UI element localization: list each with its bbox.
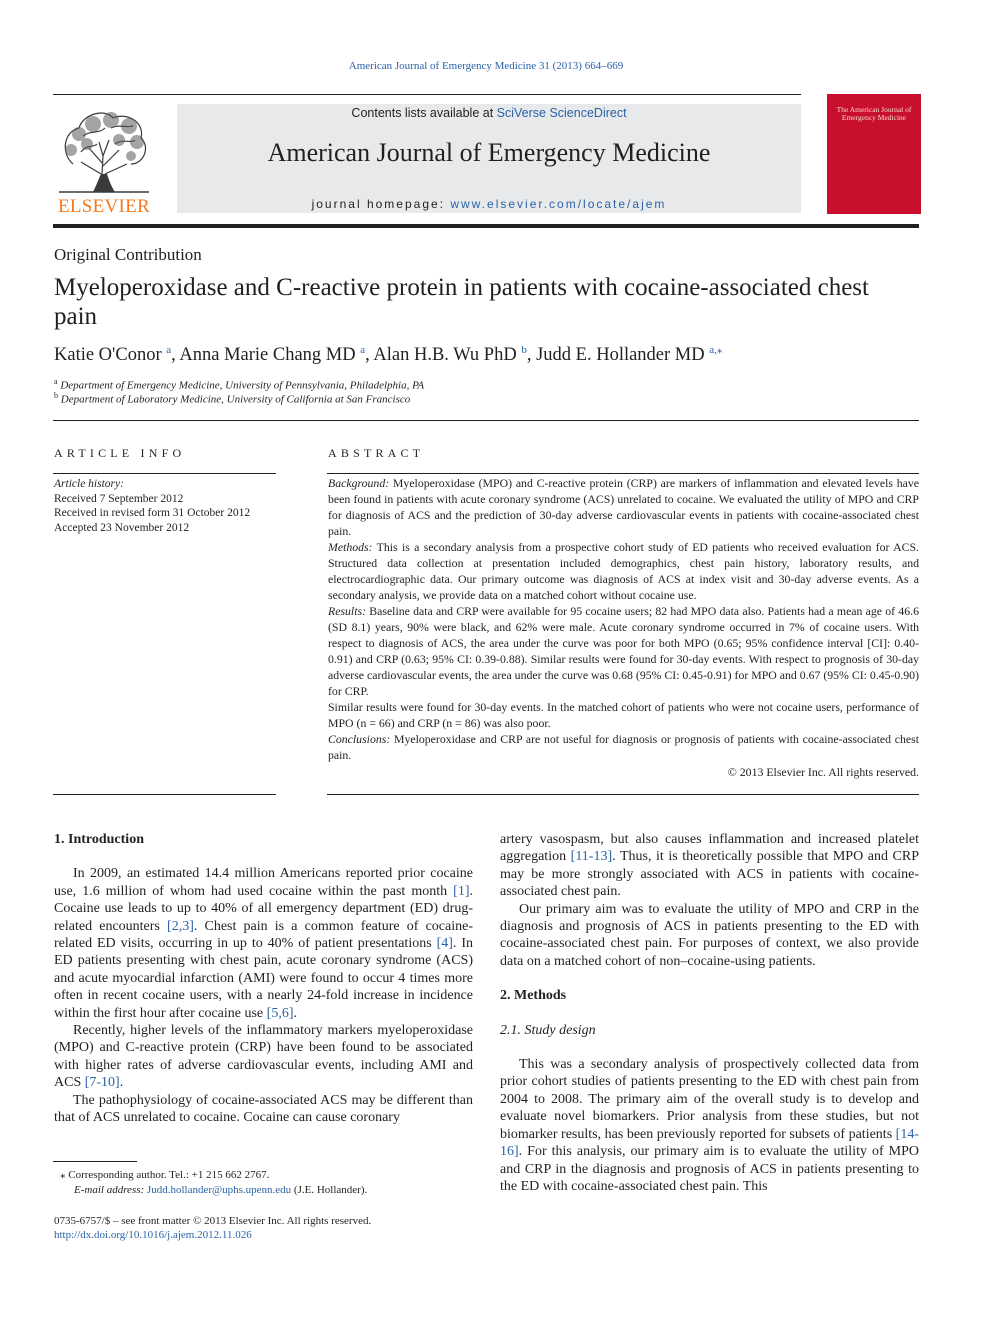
affiliation-text: Department of Emergency Medicine, University of Pennsylvania, Philadelphia, PA xyxy=(60,379,425,392)
accepted-date: Accepted 23 November 2012 xyxy=(54,521,190,534)
right-paragraph-1 xyxy=(500,831,919,901)
abstract-rule xyxy=(327,473,919,474)
abstract-methods xyxy=(328,539,919,603)
corresponding-text: Corresponding author. Tel.: +1 215 662 2767. xyxy=(68,1169,270,1181)
study-design-paragraph xyxy=(500,1056,919,1195)
conclusions-label: Conclusions: xyxy=(328,732,391,746)
author-name: Anna Marie Chang MD xyxy=(179,345,356,366)
corresponding-author-note xyxy=(60,1168,269,1183)
author-name: Alan H.B. Wu PhD xyxy=(373,345,517,366)
issn-line: 0735-6757/$ – see front matter © 2013 Elsevier Inc. All rights reserved. xyxy=(54,1215,372,1227)
article-info-heading: ARTICLE INFO xyxy=(54,446,186,460)
author-separator: , xyxy=(526,345,537,366)
contents-line xyxy=(177,106,801,120)
abstract-results xyxy=(328,603,919,699)
journal-title: American Journal of Emergency Medicine xyxy=(267,138,711,167)
conclusions-text: Myeloperoxidase and CRP are not useful for diagnosis or prognosis of patients with cocaine-associated chest pain. xyxy=(328,732,919,762)
elsevier-tree-icon xyxy=(53,104,155,196)
intro-text: . Chest pain is a common feature of cocaine-related ED visits, occurring in up to 40% of patient presentations xyxy=(54,918,473,952)
email-suffix: (J.E. Hollander). xyxy=(291,1184,368,1196)
homepage-line xyxy=(177,197,801,211)
header-rule xyxy=(53,94,801,95)
doi-link[interactable]: http://dx.doi.org/10.1016/j.ajem.2012.11.026 xyxy=(54,1229,252,1241)
abstract-body xyxy=(328,475,919,780)
methods-text: This is a secondary analysis from a prospective cohort study of ED patients who received evaluation for ACS. Structured data collection at presentation included demographics, chest pain history, laboratory results, and electrocardiographic data. Our primary outcome was diagnosis of ACS at index visit and 30-day adverse events. As a secondary analysis, we provide data on a matched cohort without cocaine use. xyxy=(328,540,919,602)
article-history xyxy=(54,477,276,535)
intro-paragraph-1 xyxy=(54,865,473,1022)
corresponding-mark: ⁎ xyxy=(60,1169,66,1181)
affiliation-mark: b xyxy=(54,391,58,400)
intro-text: . xyxy=(119,1075,124,1091)
body-text: . For this analysis, our primary aim is to evaluate the utility of MPO and CRP in the diagnosis and prognosis of ACS in patients presenting to the ED with cocaine-associated chest pain. This xyxy=(500,1144,919,1194)
reference-link[interactable]: [7-10] xyxy=(84,1075,120,1091)
study-design-heading: 2.1. Study design xyxy=(500,1022,596,1038)
methods-label: Methods: xyxy=(328,540,373,554)
article-title: Myeloperoxidase and C-reactive protein in patients with cocaine-associated chest pain xyxy=(54,274,869,330)
results-text: Baseline data and CRP were available for 95 cocaine users; 82 had MPO data also. Patients had a mean age of 46.6 (SD 8.1) years, 90% were black, and 62% were male. Acute coronary syndrome occurred in 7% of cocaine users. With respect to diagnosis of ACS, the area under the curve was poor for both MPO (0.65; 95% confidence interval [CI]: 0.40-0.91) and CRP (0.63; 95% CI: 0.39-0.88). Similar results were found for 30-day events. With respect to prognosis of 30-day adverse cardiovascular events, the area under the curve was 0.68 (95% CI: 0.45-0.91) for MPO and 0.67 (95% CI: 0.45-0.90) for CRP. xyxy=(328,604,919,698)
footnote-rule xyxy=(53,1161,137,1162)
body-text: artery vasospasm, but also causes inflammation and increased platelet aggregation xyxy=(500,832,919,865)
title-rule xyxy=(53,420,919,421)
email-link[interactable]: Judd.hollander@uphs.upenn.edu xyxy=(146,1184,292,1196)
email-label: E-mail address: xyxy=(74,1184,145,1196)
reference-link[interactable]: [2,3] xyxy=(167,918,194,934)
body-right-column xyxy=(500,831,919,1195)
author-affil-mark[interactable]: a xyxy=(360,344,366,356)
introduction-heading: 1. Introduction xyxy=(54,832,144,847)
abstract-results-continued: Similar results were found for 30-day events. In the matched cohort of patients who were not cocaine users, performance of MPO (n = 66) and CRP (n = 86) was also poor. xyxy=(328,700,919,730)
received-date: Received 7 September 2012 xyxy=(54,492,184,505)
right-paragraph-2: Our primary aim was to evaluate the utility of MPO and CRP in the diagnosis and prognosis of ACS in patients presenting to the ED with cocaine-associated chest pain. For purposes of context, we also provide data on a matched cohort of non–cocaine-using patients. xyxy=(500,901,919,969)
author-name: Katie O'Conor xyxy=(54,345,162,366)
reference-link[interactable]: [14-16] xyxy=(500,1126,919,1160)
affiliation-b xyxy=(54,391,410,406)
history-label: Article history: xyxy=(54,478,124,490)
intro-text: . xyxy=(293,1005,297,1021)
author-separator: , xyxy=(365,345,374,366)
author-affil-mark[interactable]: a,⁎ xyxy=(709,344,723,356)
abstract-background xyxy=(328,475,919,539)
author-separator: , xyxy=(171,345,180,366)
abstract-copyright: © 2013 Elsevier Inc. All rights reserved. xyxy=(727,765,919,779)
abstract-heading: ABSTRACT xyxy=(328,446,425,460)
body-text: . Thus, it is theoretically possible that MPO and CRP may be more strongly associated with ACS in patients with cocaine-associated chest pain. xyxy=(500,849,919,900)
intro-text: Recently, higher levels of the inflammatory markers myeloperoxidase (MPO) and C-reactive protein (CRP) have been found to be associated with higher rates of adverse cardiovascular events, including AMI and ACS xyxy=(54,1023,473,1091)
author-affil-mark[interactable]: a xyxy=(166,344,172,356)
homepage-link[interactable]: www.elsevier.com/locate/ajem xyxy=(450,197,667,211)
background-label: Background: xyxy=(328,476,390,490)
journal-banner xyxy=(177,104,801,213)
intro-paragraph-3: The pathophysiology of cocaine-associated ACS may be different than that of ACS unrelated to cocaine. Cocaine can cause coronary xyxy=(54,1092,473,1126)
author-affil-mark[interactable]: b xyxy=(521,344,527,356)
results-label: Results: xyxy=(328,604,367,618)
abstract-bottom-rule xyxy=(327,794,919,795)
background-text: Myeloperoxidase (MPO) and C-reactive protein (CRP) are markers of inflammation and elevated levels have been found in patients with acute coronary syndrome (ACS) unrelated to cocaine. We evaluated the utility of MPO and CRP for diagnosis of ACS and the prediction of 30-day adverse cardiovascular events in patients with cocaine-associated chest pain. xyxy=(328,476,919,538)
intro-text: In 2009, an estimated 14.4 million Americans reported prior cocaine use, 1.6 million of whom had used cocaine within the past month xyxy=(54,866,473,899)
article-info-bottom-rule xyxy=(53,794,276,795)
revised-date: Received in revised form 31 October 2012 xyxy=(54,507,251,519)
sciencedirect-link[interactable]: SciVerse ScienceDirect xyxy=(496,106,627,120)
elsevier-logo xyxy=(53,104,155,217)
author-name: Judd E. Hollander MD xyxy=(536,345,705,366)
cover-title: The American Journal of Emergency Medicine xyxy=(836,105,912,122)
methods-heading: 2. Methods xyxy=(500,988,567,1004)
affiliation-mark: a xyxy=(54,377,58,386)
affiliation-a xyxy=(54,377,424,392)
reference-link[interactable]: [5,6] xyxy=(266,1005,294,1021)
intro-text: . In ED patients presenting with chest pain, acute coronary syndrome (ACS) and acute myocardial infarction (AMI) were found to occur 4 times more often in recent cocaine users, with a nearly 24-fold increase in incidence within the first hour after cocaine use xyxy=(54,936,473,1021)
author-list xyxy=(54,343,722,366)
contents-prefix: Contents lists available at xyxy=(351,106,497,120)
intro-text: . Cocaine use leads to up to 40% of all emergency department (ED) drug-related encounters xyxy=(54,883,473,934)
body-left-column xyxy=(54,831,473,1127)
header-thick-rule xyxy=(53,224,919,228)
elsevier-wordmark: ELSEVIER xyxy=(57,196,151,217)
journal-cover xyxy=(827,94,921,214)
affiliation-text: Department of Laboratory Medicine, University of California at San Francisco xyxy=(60,393,411,406)
body-text: This was a secondary analysis of prospectively collected data from prior cohort studies of patients presenting to the ED with chest pain from 2004 to 2008. The primary aim of the overall study is to develop and evaluate novel biomarkers. Prior analysis from these studies, but not biomarker results, has been previously reported for subsets of patients xyxy=(500,1057,919,1142)
email-note xyxy=(74,1183,367,1198)
abstract-conclusions xyxy=(328,731,919,763)
article-info-rule xyxy=(53,473,276,474)
section-type: Original Contribution xyxy=(54,245,202,264)
homepage-prefix: journal homepage: xyxy=(311,197,451,211)
reference-link[interactable]: [11-13] xyxy=(570,849,613,865)
journal-citation[interactable]: American Journal of Emergency Medicine 31 (2013) 664–669 xyxy=(348,60,624,72)
intro-paragraph-2 xyxy=(54,1022,473,1092)
reference-link[interactable]: [4] xyxy=(436,936,453,952)
reference-link[interactable]: [1] xyxy=(453,883,470,899)
